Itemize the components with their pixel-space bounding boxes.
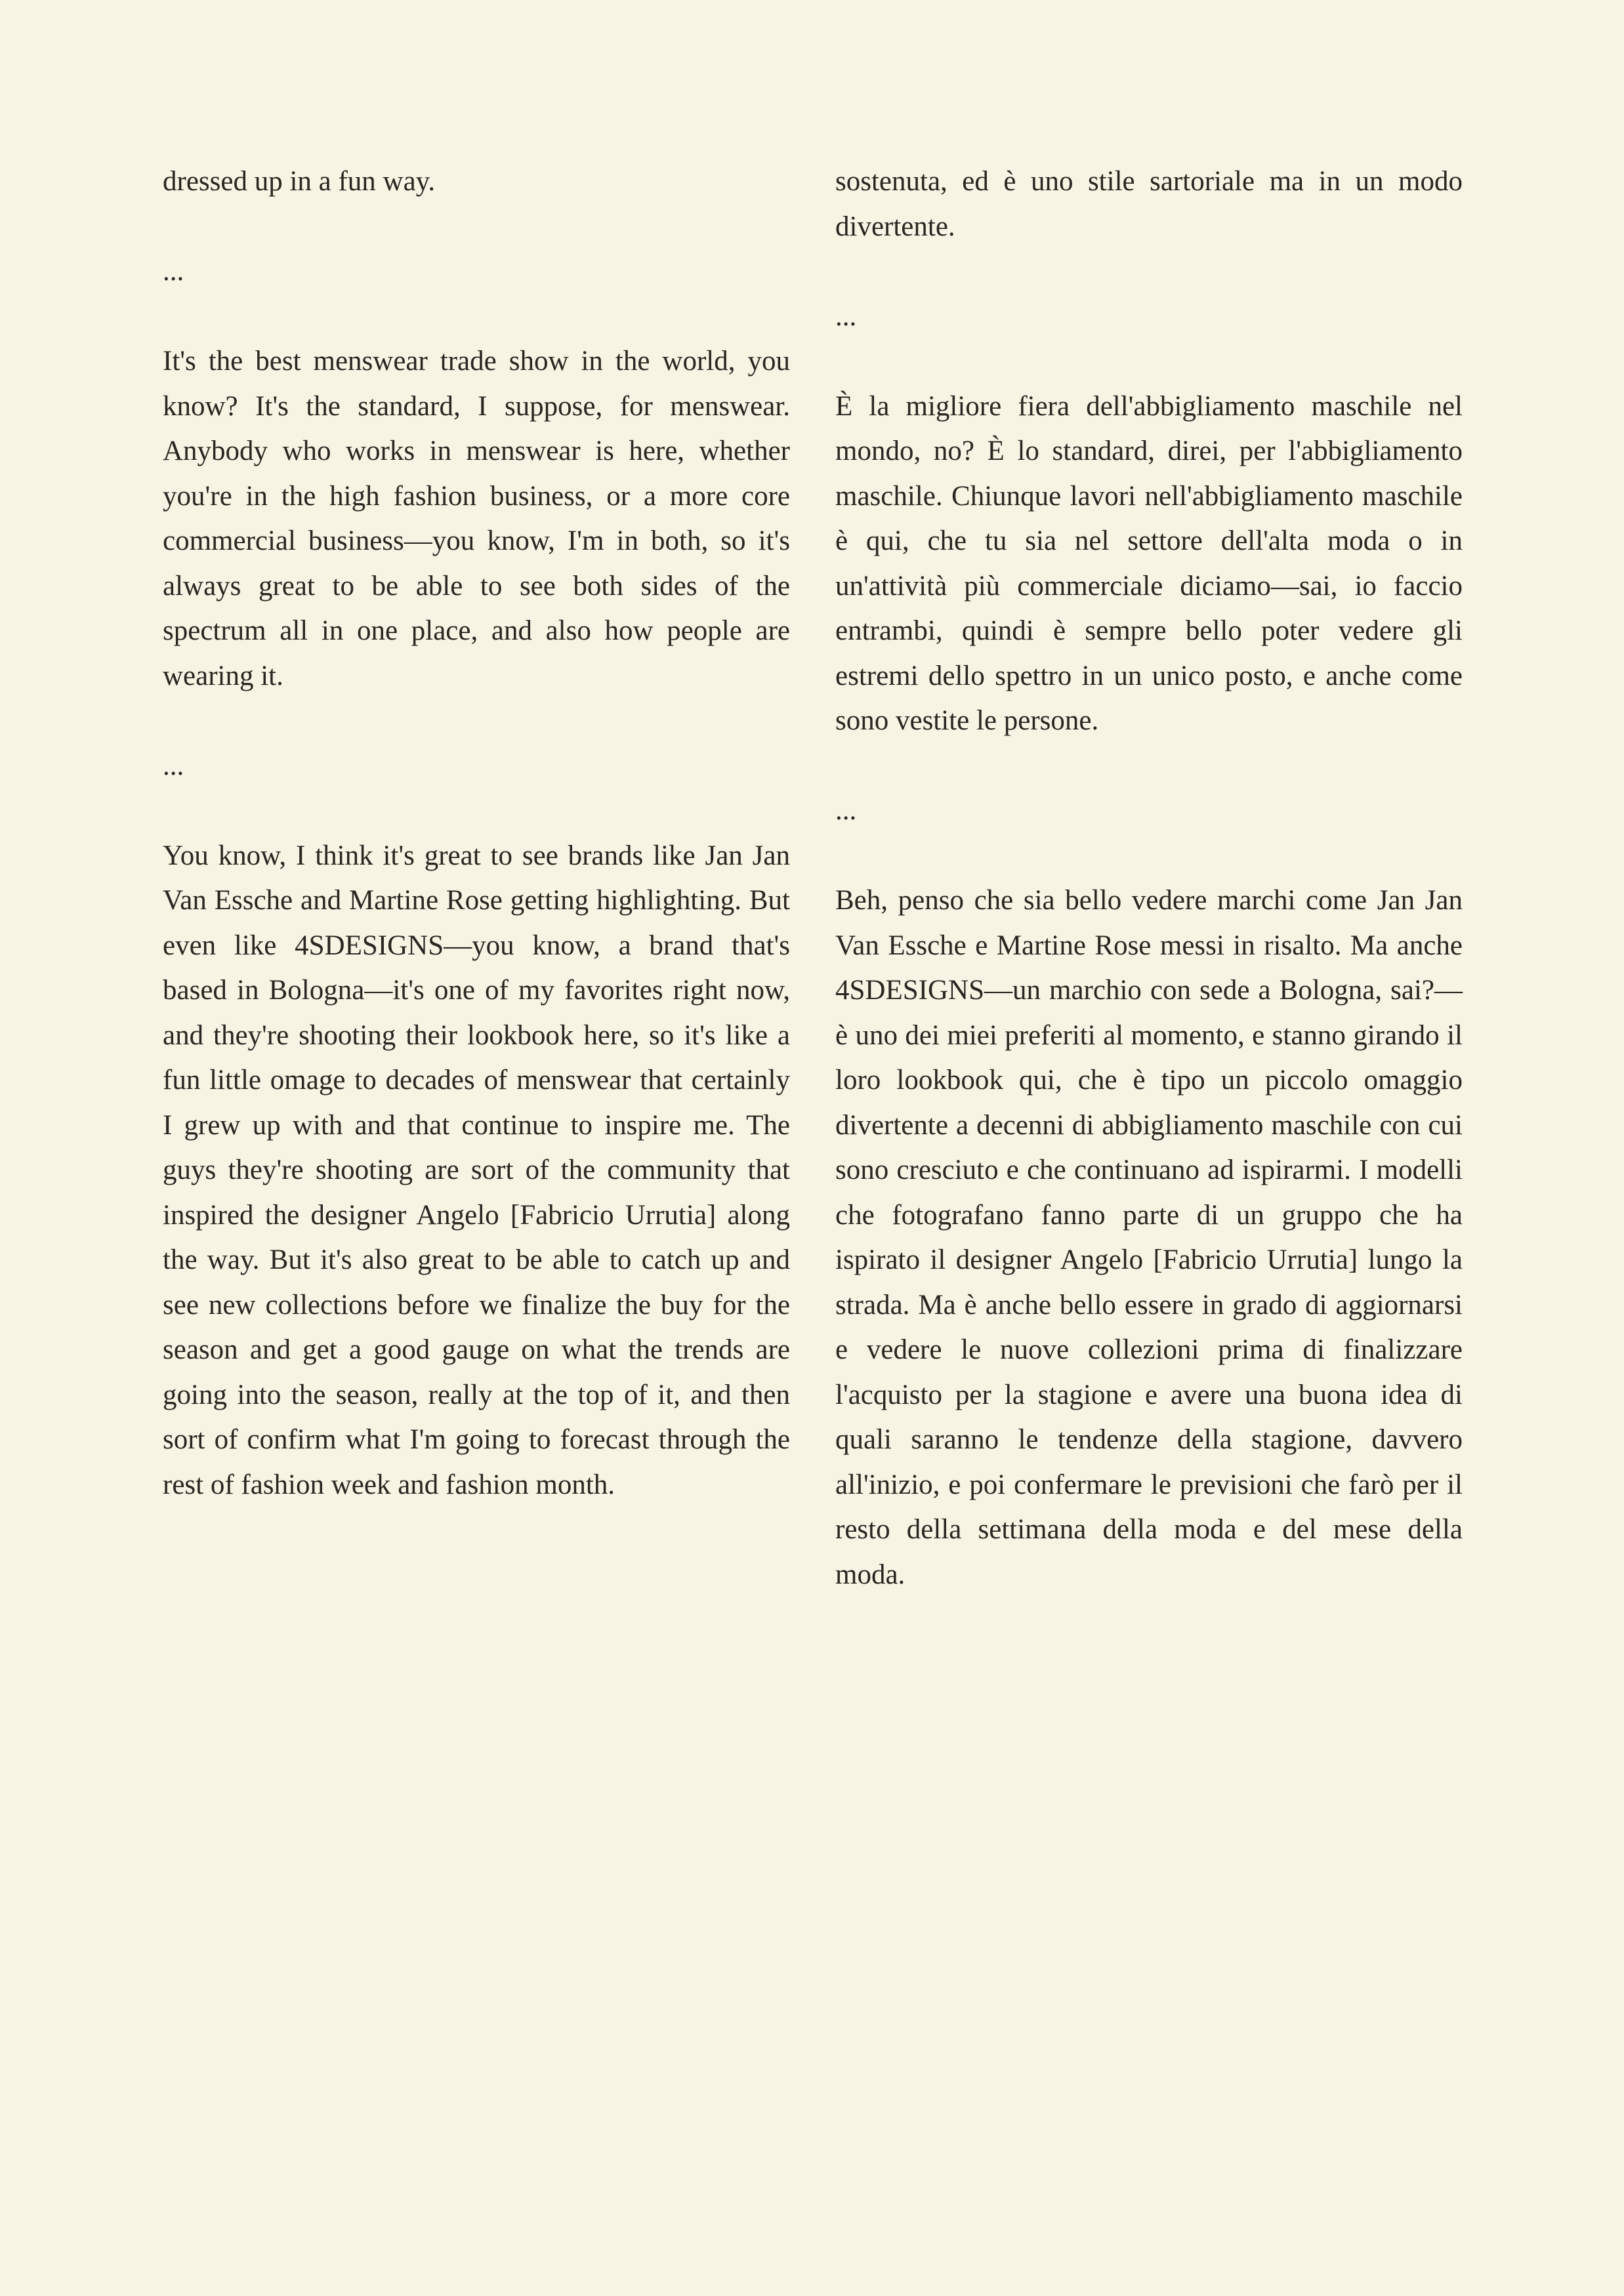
italian-column (835, 159, 1463, 1643)
english-paragraph-1: dressed up in a fun way. (163, 166, 436, 197)
italian-separator-2: ... (835, 795, 857, 826)
english-separator-2: ... (163, 750, 184, 781)
english-separator-1: ... (163, 256, 184, 287)
italian-separator-1: ... (835, 300, 857, 332)
english-paragraph-3: You know, I think it's great to see brands like Jan Jan Van Essche and Martine Rose getting highlighting. But even like 4SDESIGNS—you know, a brand that's based in Bologna—it's one of my favorites right now, and they're shooting their lookbook here, so it's like a fun little omage to decades of menswear that certainly I grew up with and that continue to inspire me. The guys they're shooting are sort of the community that inspired the designer Angelo [Fabricio Urrutia] along the way. But it's also great to be able to catch up and see new collections before we finalize the buy for the season and get a good gauge on what the trends are going into the season, really at the top of it, and then sort of confirm what I'm going to forecast through the rest of fashion week and fashion month. (163, 840, 790, 1500)
italian-paragraph-1: sostenuta, ed è uno stile sartoriale ma in un modo divertente. (835, 166, 1463, 242)
italian-paragraph-3: Beh, penso che sia bello vedere marchi come Jan Jan Van Essche e Martine Rose messi in risalto. Ma anche 4SDESIGNS—un marchio con sede a Bologna, sai?—è uno dei miei preferiti al momento, e stanno girando il loro lookbook qui, che è tipo un piccolo omaggio divertente a decenni di abbigliamento maschile con cui sono cresciuto e che continuano ad ispirarmi. I modelli che fotografano fanno parte di un gruppo che ha ispirato il designer Angelo [Fabricio Urrutia] lungo la strada. Ma è anche bello essere in grado di aggiornarsi e vedere le nuove collezioni prima di finalizzare l'acquisto per la stagione e avere una buona idea di quali saranno le tendenze della stagione, davvero all'inizio, e poi confermare le previsioni che farò per il resto della settimana della moda e del mese della moda. (835, 885, 1463, 1590)
english-column (163, 159, 790, 1553)
italian-paragraph-2: È la migliore fiera dell'abbigliamento maschile nel mondo, no? È lo standard, direi, per l'abbigliamento maschile. Chiunque lavori nell'abbigliamento maschile è qui, che tu sia nel settore dell'alta moda o in un'attività più commerciale diciamo—sai, io faccio entrambi, quindi è sempre bello poter vedere gli estremi dello spettro in un unico posto, e anche come sono vestite le persone. (835, 390, 1463, 736)
english-paragraph-2: It's the best menswear trade show in the world, you know? It's the standard, I suppose, for menswear. Anybody who works in menswear is here, whether you're in the high fashion business, or a more core commercial business—you know, I'm in both, so it's always great to be able to see both sides of the spectrum all in one place, and also how people are wearing it. (163, 346, 790, 691)
